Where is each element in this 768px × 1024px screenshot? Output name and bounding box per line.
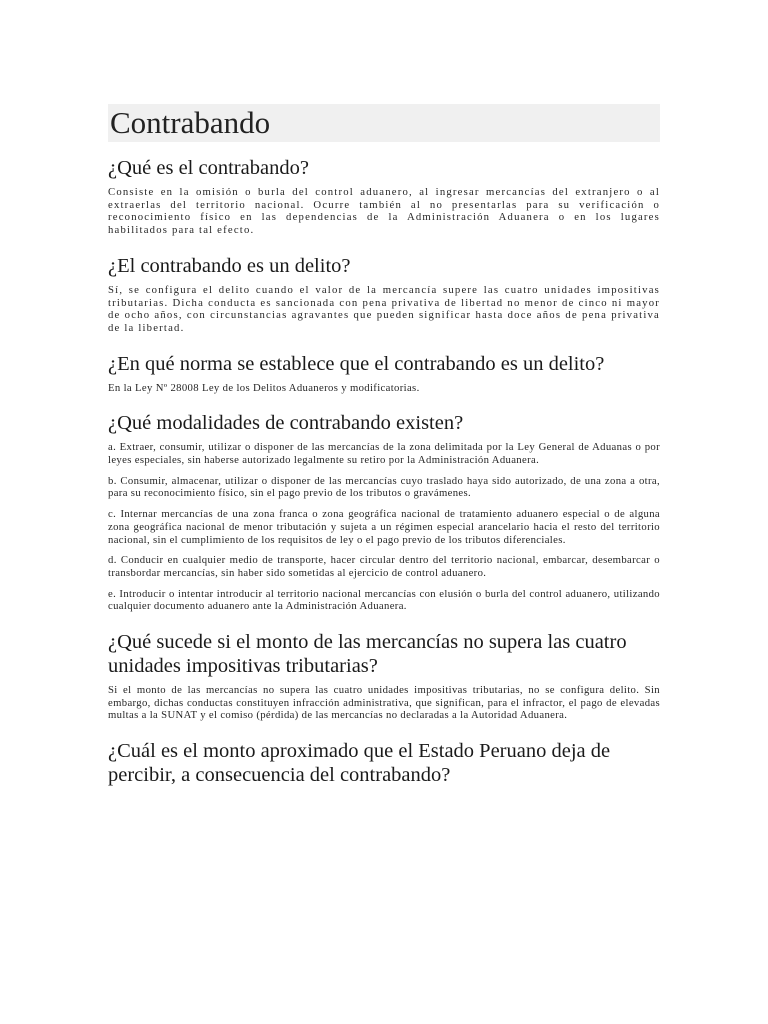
section-heading: ¿Qué sucede si el monto de las mercancías no supera las cuatro unidades impositivas tributarias? xyxy=(108,631,627,678)
modalidad-item-b: b. Consumir, almacenar, utilizar o disponer de las mercancías cuyo traslado haya sido autorizado, de una zona a otra, para su reconocimiento físico, sin el pago previo de los tributos o gravámenes. xyxy=(108,474,660,500)
document-page xyxy=(108,104,660,804)
section-paragraph: En la Ley Nº 28008 Ley de los Delitos Aduaneros y modificatorias. xyxy=(108,381,420,394)
section-paragraph: Sí, se configura el delito cuando el valor de la mercancía supere las cuatro unidades impositivas tributarias. Dicha conducta es sancionada con pena privativa de libertad no menor de cinco ni mayor de ocho años, con circunstancias agravantes que pueden significar hasta doce años de pena privativa de la libertad. xyxy=(108,283,660,334)
section-que-es xyxy=(108,156,660,237)
section-modalidades xyxy=(108,411,660,613)
document-title: Contrabando xyxy=(110,105,271,140)
section-heading: ¿Qué modalidades de contrabando existen? xyxy=(108,412,464,435)
section-paragraph: Consiste en la omisión o burla del control aduanero, al ingresar mercancías del extranjero o al extraerlas del territorio nacional. Ocurre también al no presentarlas para su verificación o reconocimiento físico en las dependencias de la Administración Aduanera o en los lugares habilitados para tal efecto. xyxy=(108,186,660,237)
section-heading: ¿El contrabando es un delito? xyxy=(108,254,351,277)
section-heading: ¿Cuál es el monto aproximado que el Estado Peruano deja de percibir, a consecuencia del contrabando? xyxy=(108,740,611,787)
section-heading: ¿Qué es el contrabando? xyxy=(108,157,309,179)
title-bar xyxy=(108,104,660,142)
section-monto xyxy=(108,739,660,787)
section-heading: ¿En qué norma se establece que el contrabando es un delito? xyxy=(108,352,605,375)
modalidad-item-d: d. Conducir en cualquier medio de transporte, hacer circular dentro del territorio nacional, embarcar, desembarcar o transbordar mercancías, sin haber sido sometidas al ejercicio de control aduanero. xyxy=(108,554,660,579)
modalidad-item-c: c. Internar mercancías de una zona franca o zona geográfica nacional de tratamiento aduanero especial o de alguna zona geográfica nacional de menor tributación y sujeta a un régimen especial arancelario hacia el resto del territorio nacional, sin el cumplimiento de los requisitos de ley o el pago previo de los tributos diferenciales. xyxy=(108,508,660,546)
modalidad-item-a: a. Extraer, consumir, utilizar o disponer de las mercancías de la zona delimitada por la Ley General de Aduanas o por leyes especiales, sin haberse autorizado legalmente su retiro por la Administración Aduanera. xyxy=(108,441,660,467)
section-no-supera xyxy=(108,630,660,722)
section-paragraph: Si el monto de las mercancías no supera las cuatro unidades impositivas tributarias, no se configura delito. Sin embargo, dichas conductas constituyen infracción administrativa, que significan, para el infractor, el pago de elevadas multas a la SUNAT y el comiso (pérdida) de las mercancías no declaradas a la Autoridad Aduanera. xyxy=(108,684,660,722)
section-es-delito xyxy=(108,254,660,335)
section-norma xyxy=(108,352,660,395)
modalidad-item-e: e. Introducir o intentar introducir al territorio nacional mercancías con elusión o burla del control aduanero, utilizando cualquier documento aduanero ante la Administración Aduanera. xyxy=(108,587,660,613)
